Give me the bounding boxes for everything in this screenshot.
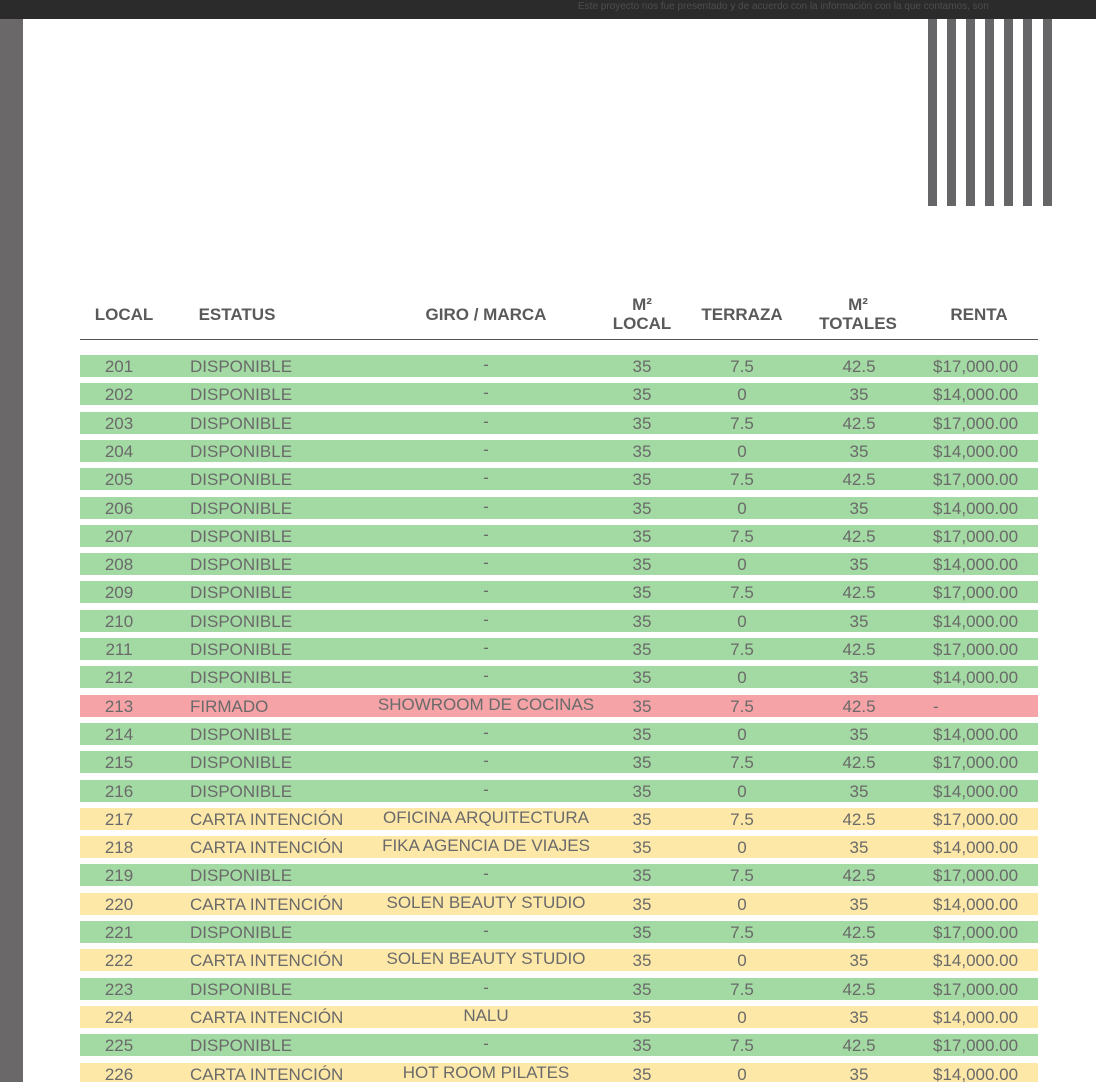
cell-terraza: 7.5: [730, 527, 754, 546]
cell-giro-marca: -: [483, 723, 489, 742]
header-local: LOCAL: [94, 304, 154, 324]
cell-m2-local: 35: [632, 442, 652, 461]
cell-m2-totales: 42.5: [842, 357, 876, 376]
cell-local: 217: [104, 810, 134, 829]
cell-renta: $14,000.00: [933, 612, 1019, 631]
cell-m2-local: 35: [632, 1008, 652, 1027]
cell-giro-marca: SOLEN BEAUTY STUDIO: [386, 949, 586, 968]
cell-m2-local: 35: [632, 895, 652, 914]
cell-terraza: 0: [737, 442, 747, 461]
cell-giro-marca: FIKA AGENCIA DE VIAJES: [382, 836, 590, 855]
cell-terraza: 7.5: [730, 357, 754, 376]
cell-estatus: DISPONIBLE: [190, 470, 293, 489]
cell-m2-totales: 35: [849, 895, 869, 914]
cell-renta: $17,000.00: [933, 753, 1019, 772]
cell-estatus: CARTA INTENCIÓN: [190, 895, 344, 914]
header-m2-totales: M² TOTALES: [819, 295, 897, 333]
cell-renta: $17,000.00: [933, 414, 1019, 433]
cell-m2-local: 35: [632, 980, 652, 999]
cell-estatus: DISPONIBLE: [190, 640, 293, 659]
cell-giro-marca: -: [483, 666, 489, 685]
cell-terraza: 7.5: [730, 583, 754, 602]
cell-giro-marca: -: [483, 864, 489, 883]
cell-m2-local: 35: [632, 668, 652, 687]
cell-giro-marca: NALU: [463, 1006, 509, 1025]
cell-estatus: DISPONIBLE: [190, 782, 293, 801]
table-row: [80, 780, 1038, 802]
cell-estatus: DISPONIBLE: [190, 499, 293, 518]
cell-m2-local: 35: [632, 725, 652, 744]
cell-renta: $17,000.00: [933, 640, 1019, 659]
table-row: [80, 751, 1038, 773]
cell-m2-local: 35: [632, 951, 652, 970]
cell-m2-totales: 35: [849, 385, 869, 404]
cell-m2-totales: 35: [849, 1008, 869, 1027]
cell-renta: $14,000.00: [933, 725, 1019, 744]
cell-m2-local: 35: [632, 583, 652, 602]
cell-m2-totales: 42.5: [842, 527, 876, 546]
cell-local: 210: [104, 612, 134, 631]
cell-terraza: 0: [737, 499, 747, 518]
cell-local: 206: [104, 499, 134, 518]
cell-renta: $17,000.00: [933, 583, 1019, 602]
cell-m2-local: 35: [632, 527, 652, 546]
cell-m2-totales: 42.5: [842, 697, 876, 716]
cell-local: 221: [104, 923, 134, 942]
cell-m2-totales: 42.5: [842, 583, 876, 602]
cell-terraza: 7.5: [730, 414, 754, 433]
cell-giro-marca: -: [483, 468, 489, 487]
cell-m2-local: 35: [632, 385, 652, 404]
cell-renta: $14,000.00: [933, 838, 1019, 857]
cell-local: 214: [104, 725, 134, 744]
cell-giro-marca: -: [483, 921, 489, 940]
cell-m2-totales: 35: [849, 782, 869, 801]
cell-giro-marca: -: [483, 525, 489, 544]
cell-renta: $14,000.00: [933, 499, 1019, 518]
cell-renta: $14,000.00: [933, 668, 1019, 687]
cell-m2-totales: 35: [849, 951, 869, 970]
cell-terraza: 0: [737, 1065, 747, 1082]
cell-local: 204: [104, 442, 134, 461]
viewer-top-bar: [0, 0, 1096, 19]
cell-terraza: 0: [737, 1008, 747, 1027]
cell-giro-marca: -: [483, 638, 489, 657]
header-terraza: TERRAZA: [701, 304, 783, 324]
table-row: [80, 1006, 1038, 1028]
cell-local: 216: [104, 782, 134, 801]
cell-renta: $14,000.00: [933, 555, 1019, 574]
cell-estatus: FIRMADO: [190, 697, 269, 716]
cell-estatus: DISPONIBLE: [190, 357, 293, 376]
cell-renta: $14,000.00: [933, 951, 1019, 970]
stripe: [985, 19, 994, 206]
document-page: [23, 19, 1096, 1082]
cell-terraza: 0: [737, 385, 747, 404]
cell-giro-marca: -: [483, 751, 489, 770]
cell-estatus: DISPONIBLE: [190, 555, 293, 574]
cell-m2-totales: 35: [849, 612, 869, 631]
cell-local: 223: [104, 980, 134, 999]
cell-renta: $17,000.00: [933, 923, 1019, 942]
cell-estatus: DISPONIBLE: [190, 414, 293, 433]
cell-estatus: DISPONIBLE: [190, 527, 293, 546]
cell-renta: $17,000.00: [933, 866, 1019, 885]
cell-renta: $17,000.00: [933, 810, 1019, 829]
cell-renta: $14,000.00: [933, 895, 1019, 914]
stripe: [1023, 19, 1032, 206]
cell-terraza: 7.5: [730, 753, 754, 772]
table-row: [80, 440, 1038, 462]
cell-estatus: CARTA INTENCIÓN: [190, 951, 344, 970]
stripe: [1043, 19, 1052, 206]
cell-m2-totales: 42.5: [842, 866, 876, 885]
cell-m2-totales: 42.5: [842, 414, 876, 433]
cell-giro-marca: SOLEN BEAUTY STUDIO: [386, 893, 586, 912]
cell-local: 208: [104, 555, 134, 574]
cell-renta: $17,000.00: [933, 357, 1019, 376]
header-estatus: ESTATUS: [198, 304, 276, 324]
cell-m2-totales: 42.5: [842, 923, 876, 942]
cell-giro-marca: -: [483, 610, 489, 629]
cell-estatus: DISPONIBLE: [190, 1036, 293, 1055]
cell-terraza: 0: [737, 612, 747, 631]
cell-m2-totales: 35: [849, 725, 869, 744]
table-row: [80, 921, 1038, 943]
cell-giro-marca: -: [483, 553, 489, 572]
cell-giro-marca: -: [483, 440, 489, 459]
cell-local: 202: [104, 385, 134, 404]
cell-renta: -: [933, 697, 939, 716]
header-renta: RENTA: [950, 304, 1008, 324]
cell-giro-marca: OFICINA ARQUITECTURA: [383, 808, 589, 827]
cell-m2-local: 35: [632, 414, 652, 433]
table-row: [80, 1034, 1038, 1056]
table-row: [80, 893, 1038, 915]
decorative-stripes: [928, 19, 1058, 206]
cell-m2-totales: 35: [849, 442, 869, 461]
cell-local: 224: [104, 1008, 134, 1027]
table-row: [80, 525, 1038, 547]
cell-m2-local: 35: [632, 1065, 652, 1082]
cell-local: 220: [104, 895, 134, 914]
cell-local: 218: [104, 838, 134, 857]
table-row: [80, 666, 1038, 688]
cell-local: 226: [104, 1065, 134, 1082]
cell-estatus: DISPONIBLE: [190, 385, 293, 404]
cell-m2-totales: 42.5: [842, 470, 876, 489]
stripe: [928, 19, 937, 206]
stripe: [966, 19, 975, 206]
cell-estatus: DISPONIBLE: [190, 442, 293, 461]
cell-m2-local: 35: [632, 640, 652, 659]
cell-terraza: 7.5: [730, 810, 754, 829]
cell-terraza: 7.5: [730, 923, 754, 942]
cell-local: 205: [104, 470, 134, 489]
cell-local: 209: [104, 583, 134, 602]
table-row: [80, 864, 1038, 886]
banner-text: Este proyecto nos fue presentado y de acuerdo con la información con la que contamos, son: [578, 1, 989, 12]
cell-terraza: 7.5: [730, 866, 754, 885]
cell-renta: $17,000.00: [933, 527, 1019, 546]
cell-m2-totales: 42.5: [842, 640, 876, 659]
cell-terraza: 0: [737, 838, 747, 857]
cell-local: 212: [104, 668, 134, 687]
cell-renta: $14,000.00: [933, 1008, 1019, 1027]
cell-m2-local: 35: [632, 810, 652, 829]
cell-terraza: 0: [737, 782, 747, 801]
cell-giro-marca: SHOWROOM DE COCINAS: [377, 695, 595, 714]
cell-estatus: DISPONIBLE: [190, 980, 293, 999]
table-row: [80, 695, 1038, 717]
cell-terraza: 0: [737, 555, 747, 574]
cell-giro-marca: -: [483, 497, 489, 516]
cell-estatus: CARTA INTENCIÓN: [190, 810, 344, 829]
cell-estatus: CARTA INTENCIÓN: [190, 838, 344, 857]
cell-terraza: 0: [737, 668, 747, 687]
cell-m2-totales: 35: [849, 838, 869, 857]
cell-m2-local: 35: [632, 923, 652, 942]
cell-terraza: 0: [737, 895, 747, 914]
cell-estatus: DISPONIBLE: [190, 612, 293, 631]
cell-m2-local: 35: [632, 1036, 652, 1055]
stripe: [1004, 19, 1013, 206]
cell-m2-totales: 42.5: [842, 980, 876, 999]
cell-m2-local: 35: [632, 470, 652, 489]
cell-terraza: 0: [737, 725, 747, 744]
table-row: [80, 610, 1038, 632]
cell-local: 225: [104, 1036, 134, 1055]
cell-m2-totales: 42.5: [842, 753, 876, 772]
cell-estatus: CARTA INTENCIÓN: [190, 1008, 344, 1027]
cell-m2-local: 35: [632, 838, 652, 857]
cell-giro-marca: -: [483, 412, 489, 431]
cell-estatus: DISPONIBLE: [190, 866, 293, 885]
cell-m2-local: 35: [632, 782, 652, 801]
cell-estatus: DISPONIBLE: [190, 668, 293, 687]
table-row: [80, 468, 1038, 490]
cell-giro-marca: -: [483, 978, 489, 997]
table-row: [80, 978, 1038, 1000]
cell-m2-totales: 35: [849, 668, 869, 687]
cell-estatus: DISPONIBLE: [190, 753, 293, 772]
cell-m2-local: 35: [632, 866, 652, 885]
table-row: [80, 1063, 1038, 1082]
cell-local: 201: [104, 357, 134, 376]
stripe: [947, 19, 956, 206]
cell-renta: $17,000.00: [933, 1036, 1019, 1055]
header-m2-local: M² LOCAL: [612, 295, 672, 333]
cell-m2-totales: 42.5: [842, 810, 876, 829]
cell-m2-local: 35: [632, 555, 652, 574]
table-row: [80, 553, 1038, 575]
table-row: [80, 638, 1038, 660]
cell-m2-local: 35: [632, 697, 652, 716]
cell-giro-marca: -: [483, 581, 489, 600]
cell-m2-totales: 35: [849, 555, 869, 574]
table-row: [80, 836, 1038, 858]
cell-terraza: 7.5: [730, 470, 754, 489]
cell-m2-totales: 42.5: [842, 1036, 876, 1055]
cell-renta: $14,000.00: [933, 782, 1019, 801]
cell-estatus: DISPONIBLE: [190, 725, 293, 744]
cell-renta: $14,000.00: [933, 385, 1019, 404]
cell-estatus: DISPONIBLE: [190, 923, 293, 942]
cell-giro-marca: -: [483, 355, 489, 374]
cell-m2-local: 35: [632, 612, 652, 631]
cell-local: 215: [104, 753, 134, 772]
cell-local: 211: [105, 640, 133, 659]
cell-giro-marca: -: [483, 780, 489, 799]
cell-terraza: 7.5: [730, 640, 754, 659]
table-row: [80, 383, 1038, 405]
cell-m2-totales: 35: [849, 1065, 869, 1082]
cell-local: 207: [104, 527, 134, 546]
cell-renta: $17,000.00: [933, 980, 1019, 999]
table-row: [80, 581, 1038, 603]
table-row: [80, 949, 1038, 971]
cell-local: 203: [104, 414, 134, 433]
cell-local: 222: [104, 951, 134, 970]
table-row: [80, 412, 1038, 434]
cell-terraza: 7.5: [730, 980, 754, 999]
cell-renta: $14,000.00: [933, 442, 1019, 461]
cell-estatus: DISPONIBLE: [190, 583, 293, 602]
cell-giro-marca: -: [483, 1034, 489, 1053]
table-row: [80, 723, 1038, 745]
cell-terraza: 0: [737, 951, 747, 970]
cell-renta: $17,000.00: [933, 470, 1019, 489]
cell-renta: $14,000.00: [933, 1065, 1019, 1082]
cell-giro-marca: -: [483, 383, 489, 402]
table-row: [80, 497, 1038, 519]
cell-local: 213: [104, 697, 134, 716]
cell-terraza: 7.5: [730, 1036, 754, 1055]
cell-m2-local: 35: [632, 753, 652, 772]
cell-giro-marca: HOT ROOM PILATES: [402, 1063, 570, 1082]
cell-m2-local: 35: [632, 357, 652, 376]
cell-estatus: CARTA INTENCIÓN: [190, 1065, 344, 1082]
cell-m2-totales: 35: [849, 499, 869, 518]
table-header: [80, 289, 1038, 340]
cell-m2-local: 35: [632, 499, 652, 518]
table-row: [80, 808, 1038, 830]
header-giro-marca: GIRO / MARCA: [425, 304, 547, 324]
cell-local: 219: [104, 866, 134, 885]
table-row: [80, 355, 1038, 377]
cell-terraza: 7.5: [730, 697, 754, 716]
